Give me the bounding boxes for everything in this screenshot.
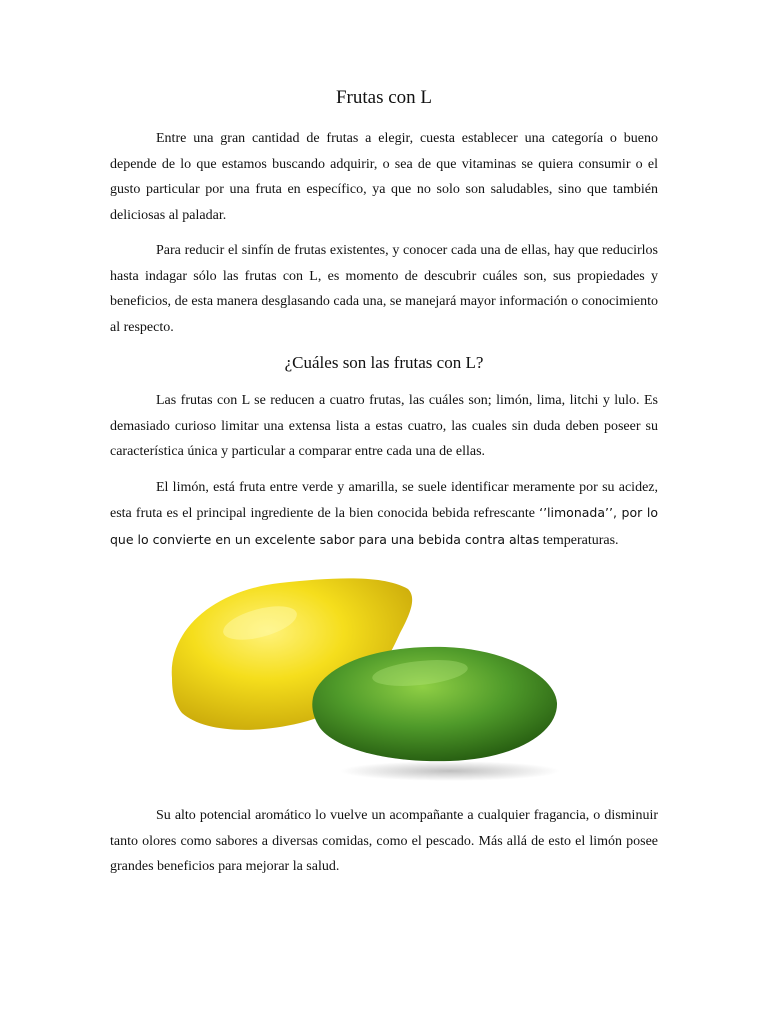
intro-paragraph-2: Para reducir el sinfín de frutas existentes, y conocer cada una de ellas, hay que reducirlos hasta indagar sólo las frutas con L, es momento de descubrir cuáles son, sus propiedades y beneficios, de esta manera desglasando cada una, se manejará mayor información o conocimiento al respecto. (110, 243, 658, 335)
document-page (110, 84, 658, 890)
lemon-lime-figure (110, 563, 658, 799)
closing-paragraph: Su alto potencial aromático lo vuelve un acompañante a cualquier fragancia, o disminuir tanto olores como sabores a diversas comidas, como el pescado. Más allá de esto el limón posee grandes beneficios para mejorar la salud. (110, 808, 658, 874)
lemon-paragraph-part1: El limón, está fruta entre verde y amarilla, se suele identificar meramente por su acidez, esta fruta es el principal ingrediente de la bien conocida bebida refrescante (110, 479, 658, 521)
lemon-paragraph-part2: ‘’limonada’’, por lo que lo convierte en un excelente sabor para una bebida contra altas (110, 505, 659, 547)
lime-shape (312, 647, 560, 781)
section-paragraph-1: Las frutas con L se reducen a cuatro frutas, las cuáles son; limón, lima, litchi y lulo. Es demasiado curioso limitar una extensa lista a estas cuatro, las cuales sin duda deben poseer su característica única y particular a comparar entre cada una de ellas. (110, 393, 658, 459)
document-title: Frutas con L (335, 87, 433, 108)
intro-paragraph-1: Entre una gran cantidad de frutas a elegir, cuesta establecer una categoría o bueno depende de lo que estamos buscando adquirir, o sea de que vitaminas se quiera consumir o el gusto particular por una fruta en específico, ya que no solo son saludables, sino que también deliciosas al paladar. (110, 131, 658, 223)
lemon-paragraph-part3: temperaturas. (539, 532, 619, 548)
lemon-paragraph (110, 475, 658, 554)
lemon-lime-image (160, 563, 560, 793)
section-title: ¿Cuáles son las frutas con L? (284, 353, 484, 372)
